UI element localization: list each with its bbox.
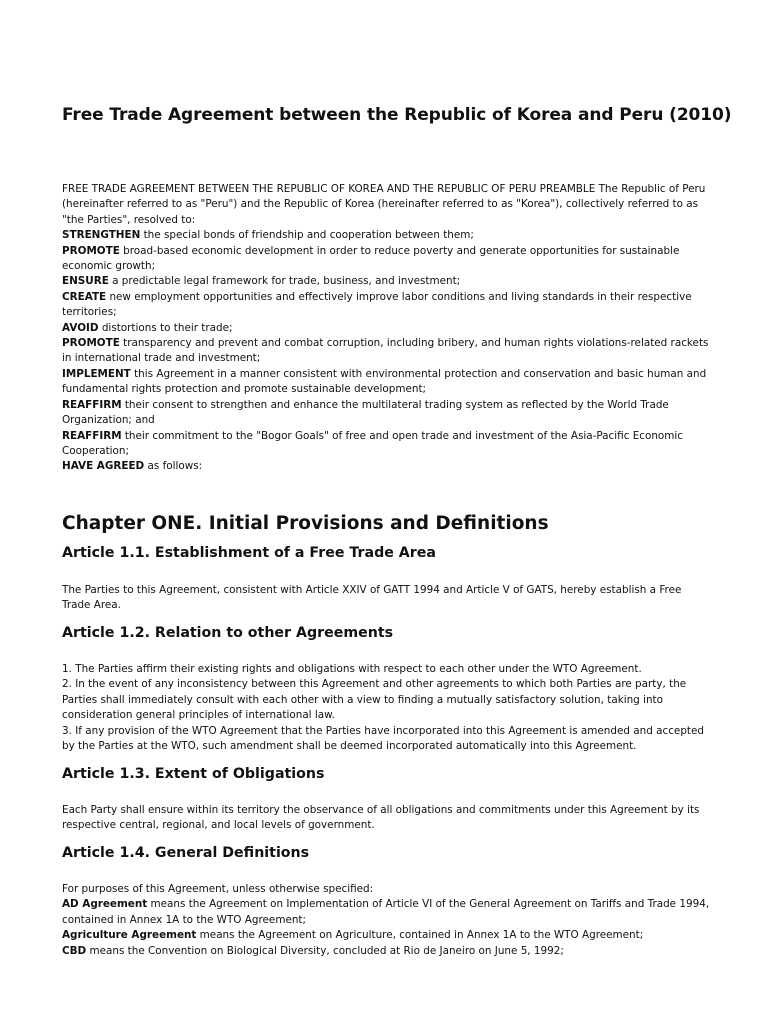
article-body [62, 662, 710, 754]
preamble-clause [62, 274, 710, 289]
clause-keyword: IMPLEMENT [62, 367, 131, 380]
article-body [62, 882, 710, 959]
clause-keyword: AVOID [62, 321, 99, 334]
article-title: Article 1.4. General Definitions [62, 845, 310, 861]
definition-term: CBD [62, 944, 87, 957]
preamble-clause [62, 367, 710, 398]
preamble-clause [62, 336, 710, 367]
clause-keyword: PROMOTE [62, 337, 120, 350]
article-body [62, 583, 710, 614]
preamble-clause [62, 398, 710, 429]
definition-text: means the Agreement on Implementation of Article VI of the General Agreement on Tariffs and Trade 1994, contained in Annex 1A to the WTO Agreement; [62, 898, 710, 926]
clause-keyword: ENSURE [62, 275, 109, 288]
definition-term: Agriculture Agreement [62, 929, 197, 942]
clause-text: as follows: [144, 460, 203, 473]
preamble-clause [62, 321, 710, 336]
preamble-clause [62, 290, 710, 321]
clause-text: this Agreement in a manner consistent with environmental protection and conservation and basic human and fundamental rights protection and promote sustainable development; [62, 367, 707, 396]
clause-keyword: CREATE [62, 290, 107, 303]
clause-keyword: REAFFIRM [62, 398, 122, 411]
clause-keyword: STRENGTHEN [62, 229, 141, 242]
definition-item [62, 928, 710, 943]
article-title: Article 1.1. Establishment of a Free Trade Area [62, 545, 436, 561]
clause-text: their commitment to the "Bogor Goals" of free and open trade and investment of the Asia-Pacific Economic Cooperation; [62, 429, 684, 457]
document-title: Free Trade Agreement between the Republic of Korea and Peru (2010) [62, 105, 732, 125]
clause-text: their consent to strengthen and enhance the multilateral trading system as reflected by the World Trade Organization; and [62, 398, 669, 427]
preamble-clause [62, 244, 710, 275]
clause-keyword: PROMOTE [62, 244, 120, 257]
article-title: Article 1.2. Relation to other Agreements [62, 625, 394, 641]
article-paragraph: 2. In the event of any inconsistency between this Agreement and other agreements to which both Parties are party, the Parties shall immediately consult with each other with a view to finding a mutually satisfactory solution, taking into consideration general principles of international law. [62, 678, 687, 722]
article-paragraph: 3. If any provision of the WTO Agreement that the Parties have incorporated into this Agreement is amended and accepted by the Parties at the WTO, such amendment shall be deemed incorporated automatically into this Agreement. [62, 724, 704, 753]
preamble-clause [62, 429, 710, 460]
preamble-intro: FREE TRADE AGREEMENT BETWEEN THE REPUBLIC OF KOREA AND THE REPUBLIC OF PERU PREAMBLE The Republic of Peru (hereinafter referred to as "Peru") and the Republic of Korea (hereinafter referred to as "Korea"), collectively referred to as "the Parties", resolved to: [62, 183, 706, 226]
clause-text: a predictable legal framework for trade, business, and investment; [108, 275, 461, 288]
article-title: Article 1.3. Extent of Obligations [62, 766, 325, 782]
clause-keyword: REAFFIRM [62, 429, 122, 442]
clause-text: broad-based economic development in order to reduce poverty and generate opportunities for sustainable economic growth; [62, 244, 680, 273]
definition-item [62, 897, 710, 928]
article-paragraph: 1. The Parties affirm their existing rights and obligations with respect to each other under the WTO Agreement. [62, 663, 642, 675]
clause-keyword: HAVE AGREED [62, 460, 145, 473]
article-paragraph: Each Party shall ensure within its territory the observance of all obligations and commitments under this Agreement by its respective central, regional, and local levels of government. [62, 804, 700, 832]
clause-text: the special bonds of friendship and cooperation between them; [140, 229, 474, 242]
definition-term: AD Agreement [62, 898, 148, 911]
article-intro: For purposes of this Agreement, unless otherwise specified: [62, 883, 374, 895]
preamble [62, 182, 710, 475]
clause-text: transparency and prevent and combat corruption, including bribery, and human rights violations-related rackets in international trade and investment; [62, 337, 709, 365]
chapter-title: Chapter ONE. Initial Provisions and Definitions [62, 513, 549, 534]
definition-item [62, 944, 710, 959]
article-paragraph: The Parties to this Agreement, consistent with Article XXIV of GATT 1994 and Article V of GATS, hereby establish a Free Trade Area. [62, 584, 682, 612]
definition-text: means the Convention on Biological Diversity, concluded at Rio de Janeiro on June 5, 1992; [86, 944, 564, 957]
article-body [62, 803, 710, 834]
preamble-clause [62, 228, 710, 243]
clause-text: new employment opportunities and effectively improve labor conditions and living standards in their respective territories; [62, 290, 692, 319]
clause-text: distortions to their trade; [98, 321, 233, 334]
definition-text: means the Agreement on Agriculture, contained in Annex 1A to the WTO Agreement; [196, 929, 644, 942]
preamble-clause [62, 459, 710, 474]
